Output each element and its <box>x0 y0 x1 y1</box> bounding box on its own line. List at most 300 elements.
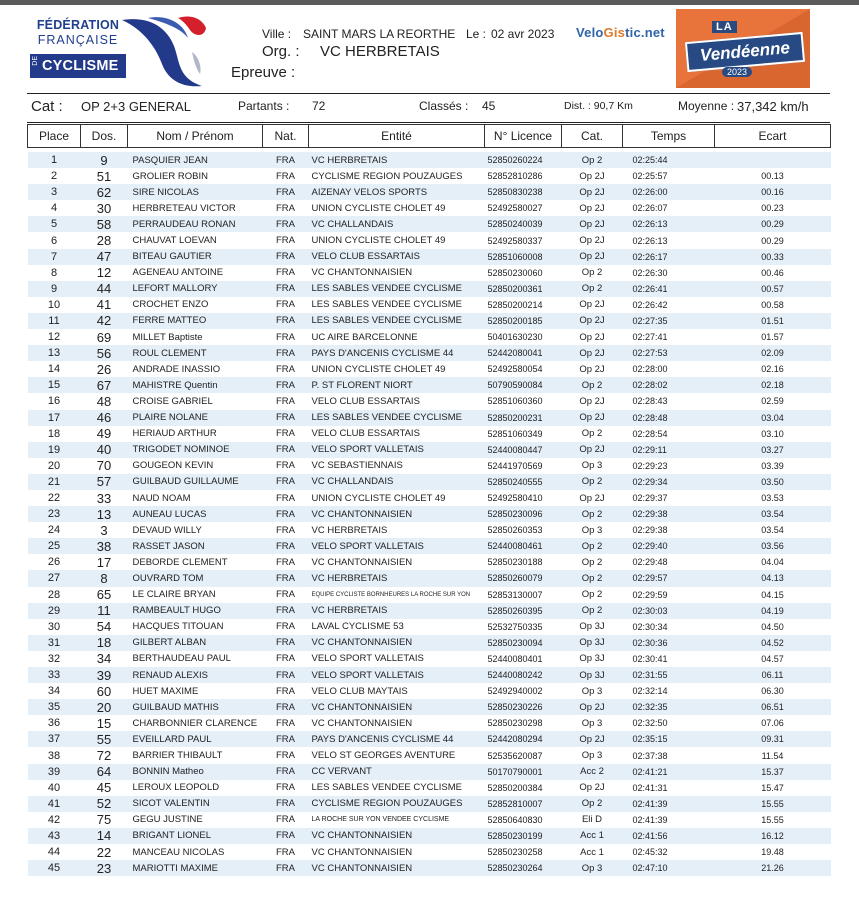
cell-dos: 14 <box>81 828 128 844</box>
cell-nat: FRA <box>263 281 309 297</box>
cell-nom: MAHISTRE Quentin <box>128 377 263 393</box>
col-ecart: Ecart <box>715 125 831 148</box>
date-value: 02 avr 2023 <box>491 27 555 41</box>
table-row <box>28 828 831 844</box>
cell-place: 40 <box>47 781 61 794</box>
cell-cat: Op 2 <box>562 538 623 554</box>
cell-entite: VC CHANTONNAISIEN <box>309 860 485 876</box>
cell-cat: Op 3 <box>581 460 603 472</box>
cell-temps: 02:26:07 <box>632 203 668 214</box>
cell-ecart: 04.04 <box>761 557 784 568</box>
cell-nom: AGENEAU ANTOINE <box>132 267 224 279</box>
cell-nat: FRA <box>276 846 295 858</box>
cell-temps: 02:26:00 <box>623 184 715 200</box>
cell-dos: 9 <box>81 152 128 168</box>
cell-ecart: 21.26 <box>715 860 831 876</box>
cell-temps: 02:41:21 <box>623 764 715 780</box>
cell-nom: CHAUVAT LOEVAN <box>132 235 217 247</box>
cell-nat: FRA <box>276 492 295 504</box>
cell-nat: FRA <box>263 474 309 490</box>
cell-entite: VELO CLUB ESSARTAIS <box>311 395 420 407</box>
table-row <box>28 232 831 248</box>
cell-nom: BITEAU GAUTIER <box>128 249 263 265</box>
cell-licence: 52492580337 <box>487 235 543 246</box>
cell-licence: 52442080041 <box>485 345 562 361</box>
cell-nat: FRA <box>276 717 295 729</box>
cell-dos: 18 <box>81 635 128 651</box>
cell-entite: VC CHANTONNAISIEN <box>309 699 485 715</box>
moyenne-value: 37,342 km/h <box>737 99 809 114</box>
cell-temps: 02:32:14 <box>632 686 668 697</box>
cell-temps: 02:26:41 <box>623 281 715 297</box>
cell-cat: Op 3 <box>581 524 603 536</box>
cell-nat: FRA <box>276 653 295 665</box>
table-row <box>28 152 831 168</box>
cell-ecart: 03.56 <box>715 538 831 554</box>
cell-place: 34 <box>47 685 61 698</box>
cell-cat: Op 2J <box>579 395 605 407</box>
cell-temps: 02:30:36 <box>623 635 715 651</box>
cell-licence: 52492580410 <box>487 493 543 504</box>
cell-place: 14 <box>47 363 61 376</box>
cell-place: 3 <box>28 184 81 200</box>
cell-place: 45 <box>28 860 81 876</box>
cell-entite: UNION CYCLISTE CHOLET 49 <box>311 363 446 375</box>
cell-entite: VC HERBRETAIS <box>309 570 485 586</box>
cell-licence: 52850260353 <box>487 525 543 536</box>
cell-nom: GUILBAUD GUILLAUME <box>128 474 263 490</box>
cell-entite: EQUIPE CYCLISTE BORNHEURES LA ROCHE SUR YON <box>311 591 471 598</box>
cell-place: 2 <box>50 170 58 183</box>
cell-cat: Op 2J <box>562 216 623 232</box>
cell-entite: VELO ST GEORGES AVENTURE <box>311 750 456 762</box>
cell-nat: FRA <box>263 731 309 747</box>
cell-ecart: 03.53 <box>761 493 784 504</box>
org-value: VC HERBRETAIS <box>320 43 440 60</box>
cell-licence: 52441970569 <box>487 460 543 471</box>
cell-nom: HERIAUD ARTHUR <box>132 428 217 440</box>
cell-cat: Op 2J <box>562 313 623 329</box>
cell-licence: 52850200384 <box>487 782 543 793</box>
cell-cat: Op 3 <box>581 685 603 697</box>
table-row <box>28 426 831 442</box>
cell-place: 39 <box>28 764 81 780</box>
table-row <box>28 265 831 281</box>
table-row <box>28 249 831 265</box>
cell-temps: 02:29:34 <box>623 474 715 490</box>
cell-dos: 28 <box>96 233 112 249</box>
cell-temps: 02:30:41 <box>632 653 668 664</box>
cell-cat: Op 3J <box>562 635 623 651</box>
cell-nom: HUET MAXIME <box>132 685 199 697</box>
cell-ecart: 00.13 <box>761 171 784 182</box>
cell-temps: 02:37:38 <box>632 750 668 761</box>
cell-place: 12 <box>47 331 61 344</box>
cell-entite: LES SABLES VENDEE CYCLISME <box>311 782 462 794</box>
cell-dos: 48 <box>96 393 112 409</box>
cell-ecart: 02.18 <box>715 377 831 393</box>
col-place: Place <box>28 125 81 148</box>
cell-nom: BERTHAUDEAU PAUL <box>132 653 231 665</box>
cell-nom: BARRIER THIBAULT <box>132 750 223 762</box>
cell-place: 29 <box>28 603 81 619</box>
cell-cat: Op 3J <box>562 667 623 683</box>
cell-nat: FRA <box>263 860 309 876</box>
col-temps: Temps <box>623 125 715 148</box>
cell-cat: Acc 2 <box>562 764 623 780</box>
table-row <box>28 361 831 377</box>
cell-licence: 52850230094 <box>485 635 562 651</box>
cell-cat: Op 2 <box>581 428 603 440</box>
cell-dos: 40 <box>81 442 128 458</box>
cell-dos: 49 <box>96 426 112 442</box>
cell-place: 35 <box>28 699 81 715</box>
cell-ecart: 19.48 <box>761 847 784 858</box>
cell-cat: Acc 1 <box>562 828 623 844</box>
cell-entite: VC CHANTONNAISIEN <box>309 506 485 522</box>
cell-dos: 75 <box>96 812 112 828</box>
cell-cat: Op 2J <box>579 331 605 343</box>
cell-entite: LES SABLES VENDEE CYCLISME <box>309 281 485 297</box>
cell-place: 11 <box>28 313 81 329</box>
cell-place: 6 <box>50 234 58 247</box>
cell-place: 28 <box>47 588 61 601</box>
event-logo-year: 2023 <box>722 67 752 77</box>
table-row <box>28 570 831 586</box>
cell-licence: 52850240039 <box>485 216 562 232</box>
cell-ecart: 03.04 <box>715 410 831 426</box>
cell-cat: Op 2 <box>581 589 603 601</box>
cell-place: 7 <box>28 249 81 265</box>
cell-licence: 52442080294 <box>485 731 562 747</box>
cell-temps: 02:26:17 <box>623 249 715 265</box>
cell-nom: RENAUD ALEXIS <box>128 667 263 683</box>
cell-licence: 52850260079 <box>485 570 562 586</box>
cell-entite: LES SABLES VENDEE CYCLISME <box>309 410 485 426</box>
cell-dos: 33 <box>96 490 112 506</box>
cell-place: 17 <box>28 410 81 426</box>
cell-nat: FRA <box>276 363 295 375</box>
cell-place: 24 <box>47 524 61 537</box>
table-row <box>28 731 831 747</box>
epreuve-label: Epreuve : <box>231 64 296 81</box>
cell-temps: 02:27:41 <box>632 332 668 343</box>
cell-nom: AUNEAU LUCAS <box>128 506 263 522</box>
cell-nom: HERBRETEAU VICTOR <box>132 202 236 214</box>
cell-temps: 02:35:15 <box>623 731 715 747</box>
cell-temps: 02:41:39 <box>623 796 715 812</box>
cell-nat: FRA <box>276 460 295 472</box>
cell-licence: 50790590084 <box>485 377 562 393</box>
cell-cat: Op 2J <box>562 442 623 458</box>
cell-temps: 02:28:54 <box>632 428 668 439</box>
cell-entite: VELO CLUB MAYTAIS <box>311 685 408 697</box>
cell-entite: VC CHANTONNAISIEN <box>311 556 413 568</box>
cell-temps: 02:29:38 <box>632 525 668 536</box>
cell-ecart: 00.58 <box>761 299 784 310</box>
cell-nom: ROUL CLEMENT <box>128 345 263 361</box>
table-row <box>28 184 831 200</box>
cell-ecart <box>715 152 831 168</box>
cell-entite: VC HERBRETAIS <box>309 603 485 619</box>
table-row <box>28 393 831 409</box>
cell-dos: 69 <box>96 329 112 345</box>
ville-value: SAINT MARS LA REORTHE <box>303 27 456 41</box>
cell-nom: CROISE GABRIEL <box>132 395 213 407</box>
table-row <box>28 410 831 426</box>
cell-entite: UC AIRE BARCELONNE <box>311 331 418 343</box>
cell-entite: AIZENAY VELOS SPORTS <box>309 184 485 200</box>
cell-temps: 02:29:38 <box>623 506 715 522</box>
cell-ecart: 09.31 <box>715 731 831 747</box>
cell-temps: 02:27:35 <box>623 313 715 329</box>
cell-place: 33 <box>28 667 81 683</box>
cell-ecart: 16.12 <box>715 828 831 844</box>
cell-dos: 65 <box>96 587 112 603</box>
cell-ecart: 06.11 <box>715 667 831 683</box>
cell-nat: FRA <box>263 538 309 554</box>
col-nom: Nom / Prénom <box>128 125 263 148</box>
cell-cat: Op 2J <box>562 731 623 747</box>
cell-ecart: 01.57 <box>761 332 784 343</box>
table-row <box>28 860 831 876</box>
cell-cat: Op 2 <box>562 474 623 490</box>
ffc-swoosh-icon <box>118 12 210 90</box>
cell-dos: 72 <box>96 748 112 764</box>
cell-place: 13 <box>28 345 81 361</box>
cell-temps: 02:41:39 <box>632 814 668 825</box>
table-row <box>28 313 831 329</box>
cell-dos: 57 <box>81 474 128 490</box>
cell-nat: FRA <box>263 796 309 812</box>
cell-dos: 51 <box>96 168 112 184</box>
cell-dos: 39 <box>81 667 128 683</box>
cell-dos: 13 <box>81 506 128 522</box>
cell-dos: 55 <box>81 731 128 747</box>
cell-dos: 52 <box>81 796 128 812</box>
cell-nom: DEVAUD WILLY <box>132 524 202 536</box>
cell-temps: 02:29:40 <box>623 538 715 554</box>
results-body <box>28 148 831 877</box>
cell-place: 15 <box>28 377 81 393</box>
cell-entite: UNION CYCLISTE CHOLET 49 <box>311 202 446 214</box>
cell-ecart: 15.55 <box>761 814 784 825</box>
cell-nat: FRA <box>263 345 309 361</box>
cell-entite: VC SEBASTIENNAIS <box>311 460 403 472</box>
table-row <box>28 844 831 860</box>
cell-licence: 52853130007 <box>487 589 543 600</box>
cell-dos: 62 <box>81 184 128 200</box>
cell-dos: 58 <box>81 216 128 232</box>
cell-nom: MILLET Baptiste <box>132 331 203 343</box>
cell-dos: 42 <box>81 313 128 329</box>
cell-temps: 02:26:30 <box>632 267 668 278</box>
cell-entite: VC HERBRETAIS <box>309 152 485 168</box>
cell-ecart: 02.09 <box>715 345 831 361</box>
cell-entite: P. ST FLORENT NIORT <box>309 377 485 393</box>
cell-cat: Acc 1 <box>580 846 604 858</box>
col-entite: Entité <box>309 125 485 148</box>
cell-nom: RASSET JASON <box>128 538 263 554</box>
cell-dos: 30 <box>96 200 112 216</box>
cell-nat: FRA <box>276 524 295 536</box>
cell-temps: 02:41:56 <box>623 828 715 844</box>
cell-nat: FRA <box>276 750 295 762</box>
cell-cat: Op 2J <box>562 410 623 426</box>
cell-licence: 52850200361 <box>485 281 562 297</box>
cell-entite: CYCLISME REGION POUZAUGES <box>309 796 485 812</box>
cell-licence: 52850260395 <box>485 603 562 619</box>
cat-label: Cat : <box>31 98 63 115</box>
cell-place: 38 <box>47 749 61 762</box>
cell-dos: 38 <box>81 538 128 554</box>
cell-licence: 52850230096 <box>485 506 562 522</box>
cell-entite: PAYS D'ANCENIS CYCLISME 44 <box>309 345 485 361</box>
cell-temps: 02:28:02 <box>623 377 715 393</box>
cell-licence: 52851060008 <box>485 249 562 265</box>
cell-nat: FRA <box>276 685 295 697</box>
table-row <box>28 747 831 763</box>
cell-place: 18 <box>47 427 61 440</box>
cell-place: 23 <box>28 506 81 522</box>
cell-ecart: 03.50 <box>715 474 831 490</box>
cell-cat: Op 2 <box>562 377 623 393</box>
cell-nom: LE CLAIRE BRYAN <box>132 589 216 601</box>
cell-place: 16 <box>47 395 61 408</box>
cell-place: 22 <box>47 492 61 505</box>
cell-ecart: 04.50 <box>761 621 784 632</box>
cell-licence: 50170790001 <box>485 764 562 780</box>
cell-place: 32 <box>47 652 61 665</box>
table-row <box>28 474 831 490</box>
cell-cat: Op 3 <box>562 860 623 876</box>
cell-cat: Op 3 <box>581 750 603 762</box>
cell-entite: VELO CLUB ESSARTAIS <box>311 428 420 440</box>
cell-dos: 34 <box>96 651 112 667</box>
col-nat: Nat. <box>263 125 309 148</box>
cell-cat: Op 2J <box>579 235 605 247</box>
cell-place: 30 <box>47 620 61 633</box>
cell-dos: 26 <box>96 361 112 377</box>
cell-dos: 23 <box>81 860 128 876</box>
table-row <box>28 458 831 474</box>
cell-ecart: 00.46 <box>761 267 784 278</box>
cell-nom: DEBORDE CLEMENT <box>132 556 228 568</box>
cell-licence: 52492940002 <box>487 686 543 697</box>
cell-dos: 45 <box>96 780 112 796</box>
cell-cat: Op 2J <box>579 363 605 375</box>
cell-licence: 52852810007 <box>485 796 562 812</box>
cell-entite: CC VERVANT <box>309 764 485 780</box>
cell-cat: Op 2 <box>562 570 623 586</box>
cell-nat: FRA <box>263 184 309 200</box>
table-row <box>28 216 831 232</box>
cell-cat: Op 2J <box>579 170 605 182</box>
cell-nom: TRIGODET NOMINOE <box>128 442 263 458</box>
table-row <box>28 554 831 570</box>
cell-nat: FRA <box>263 570 309 586</box>
cell-entite: LES SABLES VENDEE CYCLISME <box>309 313 485 329</box>
cell-nom: NAUD NOAM <box>132 492 191 504</box>
cell-nat: FRA <box>276 331 295 343</box>
cell-cat: Op 2J <box>562 345 623 361</box>
cell-ecart: 07.06 <box>761 718 784 729</box>
cell-licence: 52492580027 <box>487 203 543 214</box>
cell-temps: 02:30:34 <box>632 621 668 632</box>
cell-licence: 52850230199 <box>485 828 562 844</box>
cell-place: 25 <box>28 538 81 554</box>
cell-licence: 52850230188 <box>487 557 543 568</box>
table-row <box>28 297 831 313</box>
cell-dos: 20 <box>81 699 128 715</box>
cell-ecart: 00.29 <box>715 216 831 232</box>
cell-licence: 52850230264 <box>485 860 562 876</box>
table-row <box>28 522 831 538</box>
cell-ecart: 00.16 <box>715 184 831 200</box>
ffc-band-cyclisme: CYCLISME <box>42 58 119 74</box>
cell-place: 4 <box>50 202 58 215</box>
ffc-logo-text <box>30 18 126 48</box>
cell-licence: 52850230258 <box>487 847 543 858</box>
cell-nat: FRA <box>276 589 295 601</box>
cell-place: 19 <box>28 442 81 458</box>
velogistic-logo <box>576 25 665 40</box>
cell-entite: LAVAL CYCLISME 53 <box>311 621 404 633</box>
cell-cat: Op 2 <box>562 796 623 812</box>
cell-licence: 52852810286 <box>487 171 543 182</box>
cell-entite: VELO SPORT VALLETAIS <box>309 538 485 554</box>
cell-nom: MANCEAU NICOLAS <box>132 846 225 858</box>
table-row <box>28 796 831 812</box>
cell-nom: ANDRADE INASSIO <box>132 363 221 375</box>
cell-dos: 11 <box>81 603 128 619</box>
cell-place: 26 <box>47 556 61 569</box>
cell-ecart: 02.16 <box>761 364 784 375</box>
event-logo-la: LA <box>712 21 737 33</box>
cell-nom: CHARBONNIER CLARENCE <box>132 717 258 729</box>
cell-ecart: 15.55 <box>715 796 831 812</box>
cell-temps: 02:29:57 <box>623 570 715 586</box>
table-row <box>28 764 831 780</box>
table-row <box>28 780 831 796</box>
ffc-band <box>30 54 126 78</box>
cell-entite: VELO CLUB ESSARTAIS <box>309 249 485 265</box>
cell-nom: FERRE MATTEO <box>128 313 263 329</box>
cell-temps: 02:29:11 <box>623 442 715 458</box>
cell-cat: Op 3 <box>581 717 603 729</box>
cell-cat: Op 2J <box>579 202 605 214</box>
cell-place: 9 <box>28 281 81 297</box>
cell-nat: FRA <box>276 170 295 182</box>
cell-nat: FRA <box>263 216 309 232</box>
cell-ecart: 03.54 <box>761 525 784 536</box>
cell-licence: 52850230298 <box>487 718 543 729</box>
cell-dos: 22 <box>96 844 112 860</box>
cell-ecart: 00.57 <box>715 281 831 297</box>
cell-cat: Op 2 <box>562 281 623 297</box>
table-row <box>28 538 831 554</box>
cell-licence: 52850200214 <box>487 299 543 310</box>
results-table <box>27 124 831 876</box>
cell-nom: BONNIN Matheo <box>128 764 263 780</box>
cell-licence: 52440080242 <box>485 667 562 683</box>
partants-value: 72 <box>312 99 326 113</box>
cell-cat: Op 3J <box>579 621 605 633</box>
cell-nat: FRA <box>276 621 295 633</box>
cell-temps: 02:32:50 <box>632 718 668 729</box>
cell-place: 31 <box>28 635 81 651</box>
cell-cat: Op 2 <box>562 603 623 619</box>
